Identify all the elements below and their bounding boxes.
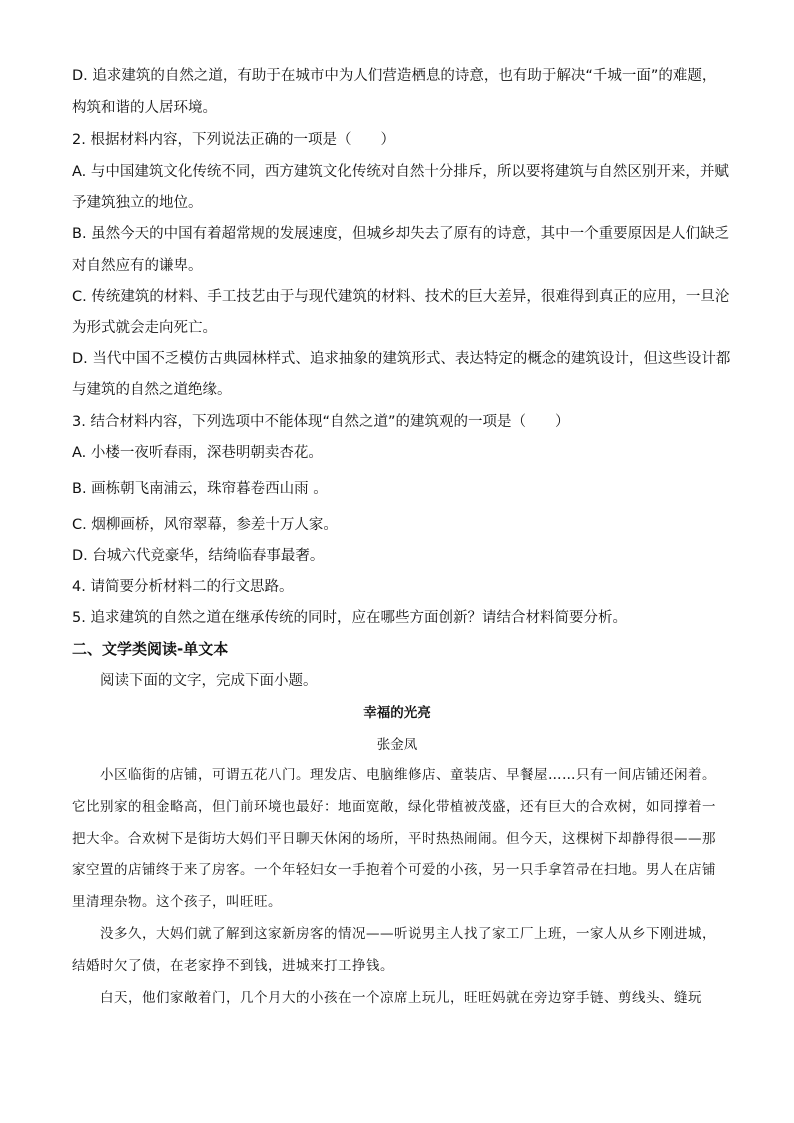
q3-option-c: C. 烟柳画桥，风帘翠幕，参差十万人家。: [72, 517, 338, 533]
question-4: 4. 请简要分析材料二的行文思路。: [72, 579, 294, 595]
q3-option-a: A. 小楼一夜听春雨，深巷明朝卖杏花。: [72, 445, 323, 461]
q2-option-a-line1: A. 与中国建筑文化传统不同，西方建筑文化传统对自然十分排斥，所以要将建筑与自然区别开来，并赋: [72, 164, 729, 180]
q2-option-b-line2: 对自然应有的谦卑。: [72, 258, 203, 274]
story-paragraph-1-line2: 它比别家的租金略高，但门前环境也最好：地面宽敞，绿化带植被茂盛，还有巨大的合欢树，如同撑着一: [72, 799, 716, 815]
q2-option-c-line2: 为形式就会走向死亡。: [72, 320, 217, 336]
q2-option-d-line2: 与建筑的自然之道绝缘。: [72, 382, 232, 398]
story-paragraph-3-line1: 白天，他们家敞着门，几个月大的小孩在一个凉席上玩儿，旺旺妈就在旁边穿手链、剪线头、缝玩: [100, 990, 702, 1006]
q2-option-c-line1: C. 传统建筑的材料、手工技艺由于与现代建筑的材料、技术的巨大差异，很难得到真正的应用，一旦沦: [72, 289, 730, 305]
q2-option-a-line2: 予建筑独立的地位。: [72, 195, 203, 211]
story-paragraph-1-line1: 小区临街的店铺，可谓五花八门。理发店、电脑维修店、童装店、早餐屋……只有一间店铺还闲着。: [100, 767, 716, 783]
story-paragraph-1-line4: 家空置的店铺终于来了房客。一个年轻妇女一手抱着个可爱的小孩，另一只手拿笤帚在扫地。男人在店铺: [72, 862, 716, 878]
q3-option-d: D. 台城六代竞豪华，结绮临春事最奢。: [72, 548, 325, 564]
question-5: 5. 追求建筑的自然之道在继承传统的同时，应在哪些方面创新？请结合材料简要分析。: [72, 610, 627, 626]
story-paragraph-2-line2: 结婚时欠了债，在老家挣不到钱，进城来打工挣钱。: [72, 958, 394, 974]
q3-option-b: B. 画栋朝飞南浦云，珠帘暮卷西山雨 。: [72, 481, 328, 497]
question-3: 3. 结合材料内容，下列选项中不能体现“自然之道”的建筑观的一项是（ ）: [72, 414, 570, 430]
q2-option-d-line1: D. 当代中国不乏模仿古典园林样式、追求抽象的建筑形式、表达特定的概念的建筑设计，但这些设计都: [72, 351, 731, 367]
question-2: 2. 根据材料内容，下列说法正确的一项是（ ）: [72, 132, 395, 148]
story-paragraph-2-line1: 没多久，大妈们就了解到这家新房客的情况——听说男主人找了家工厂上班，一家人从乡下刚进城，: [100, 926, 716, 942]
story-title: 幸福的光亮: [363, 705, 431, 721]
reading-instruction: 阅读下面的文字，完成下面小题。: [100, 673, 318, 689]
q2-option-b-line1: B. 虽然今天的中国有着超常规的发展速度，但城乡却失去了原有的诗意，其中一个重要原因是人们缺乏: [72, 226, 730, 242]
section-heading: 二、文学类阅读-单文本: [72, 640, 229, 658]
option-d-q1-line1: D. 追求建筑的自然之道，有助于在城市中为人们营造栖息的诗意，也有助于解决“千城一面”的难题，: [72, 68, 717, 84]
option-d-q1-line2: 构筑和谐的人居环境。: [72, 100, 217, 116]
story-author: 张金凤: [376, 737, 418, 753]
story-paragraph-1-line3: 把大伞。合欢树下是街坊大妈们平日聊天休闲的场所，平时热热闹闹。但今天，这棵树下却静得很——那: [72, 831, 716, 847]
story-paragraph-1-line5: 里清理杂物。这个孩子，叫旺旺。: [72, 894, 282, 910]
